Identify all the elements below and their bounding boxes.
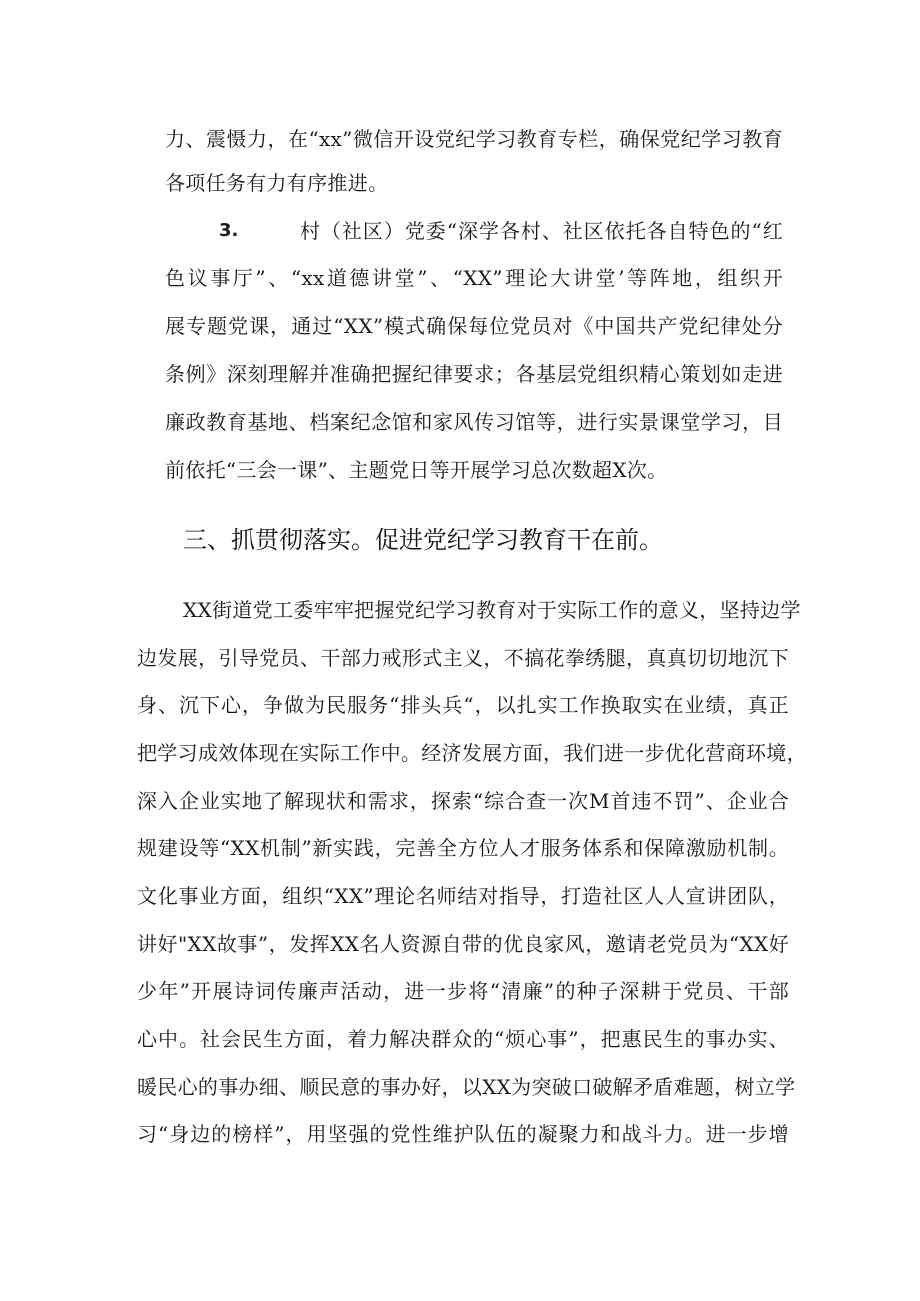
paragraph-line: 讲好"XX故事”，发挥XX名人资源自带的优良家风，邀请老党员为“XX好 — [137, 932, 789, 956]
paragraph-line: 深入企业实地了解现状和需求，探索“综合查一次M首违不罚”、企业合 — [137, 789, 789, 813]
paragraph-line: 廉政教育基地、档案纪念馆和家风传习馆等，进行实景课堂学习，目 — [165, 410, 783, 434]
paragraph-line: 心中。社会民生方面，着力解决群众的“烦心事”，把惠民生的事办实、 — [137, 1027, 789, 1051]
paragraph-line: 少年”开展诗词传廉声活动，进一步将“清廉”的种子深耕于党员、干部 — [137, 979, 789, 1003]
paragraph-line: 条例》深刻理解并准确把握纪律要求；各基层党组织精心策划如走进 — [165, 362, 783, 386]
paragraph-line: 把学习成效体现在实际工作中。经济发展方面，我们进一步优化营商环境， — [137, 741, 807, 765]
paragraph-line: 边发展，引导党员、干部力戒形式主义，不搞花拳绣腿，真真切切地沉下 — [137, 646, 789, 670]
list-number: 3. — [219, 220, 239, 241]
paragraph-line: 前依托“三会一课”、主题党日等开展学习总次数超X次。 — [165, 458, 668, 482]
paragraph-line: 习“身边的榜样”，用坚强的党性维护队伍的凝聚力和战斗力。进一步增 — [137, 1122, 789, 1146]
paragraph-line: 展专题党课，通过“XX”模式确保每位党员对《中国共产党纪律处分 — [165, 314, 783, 338]
paragraph-line: 规建设等“XX机制”新实践，完善全方位人才服务体系和保障激励机制。 — [137, 836, 789, 860]
section-heading: 三、抓贯彻落实。促进党纪学习教育干在前。 — [183, 526, 663, 554]
paragraph-line: 力、震慑力，在“xx”微信开设党纪学习教育专栏，确保党纪学习教育 — [165, 127, 783, 151]
paragraph-line: 村（社区）党委“深学各村、社区依托各自特色的“红 — [300, 219, 783, 243]
paragraph-line: 各项任务有力有序推进。 — [165, 171, 389, 195]
paragraph-line: XX街道党工委牢牢把握党纪学习教育对于实际工作的意义，坚持边学 — [183, 598, 801, 622]
paragraph-line: 暖民心的事办细、顺民意的事办好，以XX为突破口破解矛盾难题，树立学 — [137, 1075, 796, 1099]
paragraph-line: 身、沉下心，争做为民服务“排头兵“，以扎实工作换取实在业绩，真正 — [137, 693, 789, 717]
paragraph-line: 色议事厅”、“xx道德讲堂”、“XX”理论大讲堂’等阵地，组织开 — [165, 266, 783, 290]
paragraph-line: 文化事业方面，组织“XX”理论名师结对指导，打造社区人人宣讲团队， — [137, 884, 789, 908]
